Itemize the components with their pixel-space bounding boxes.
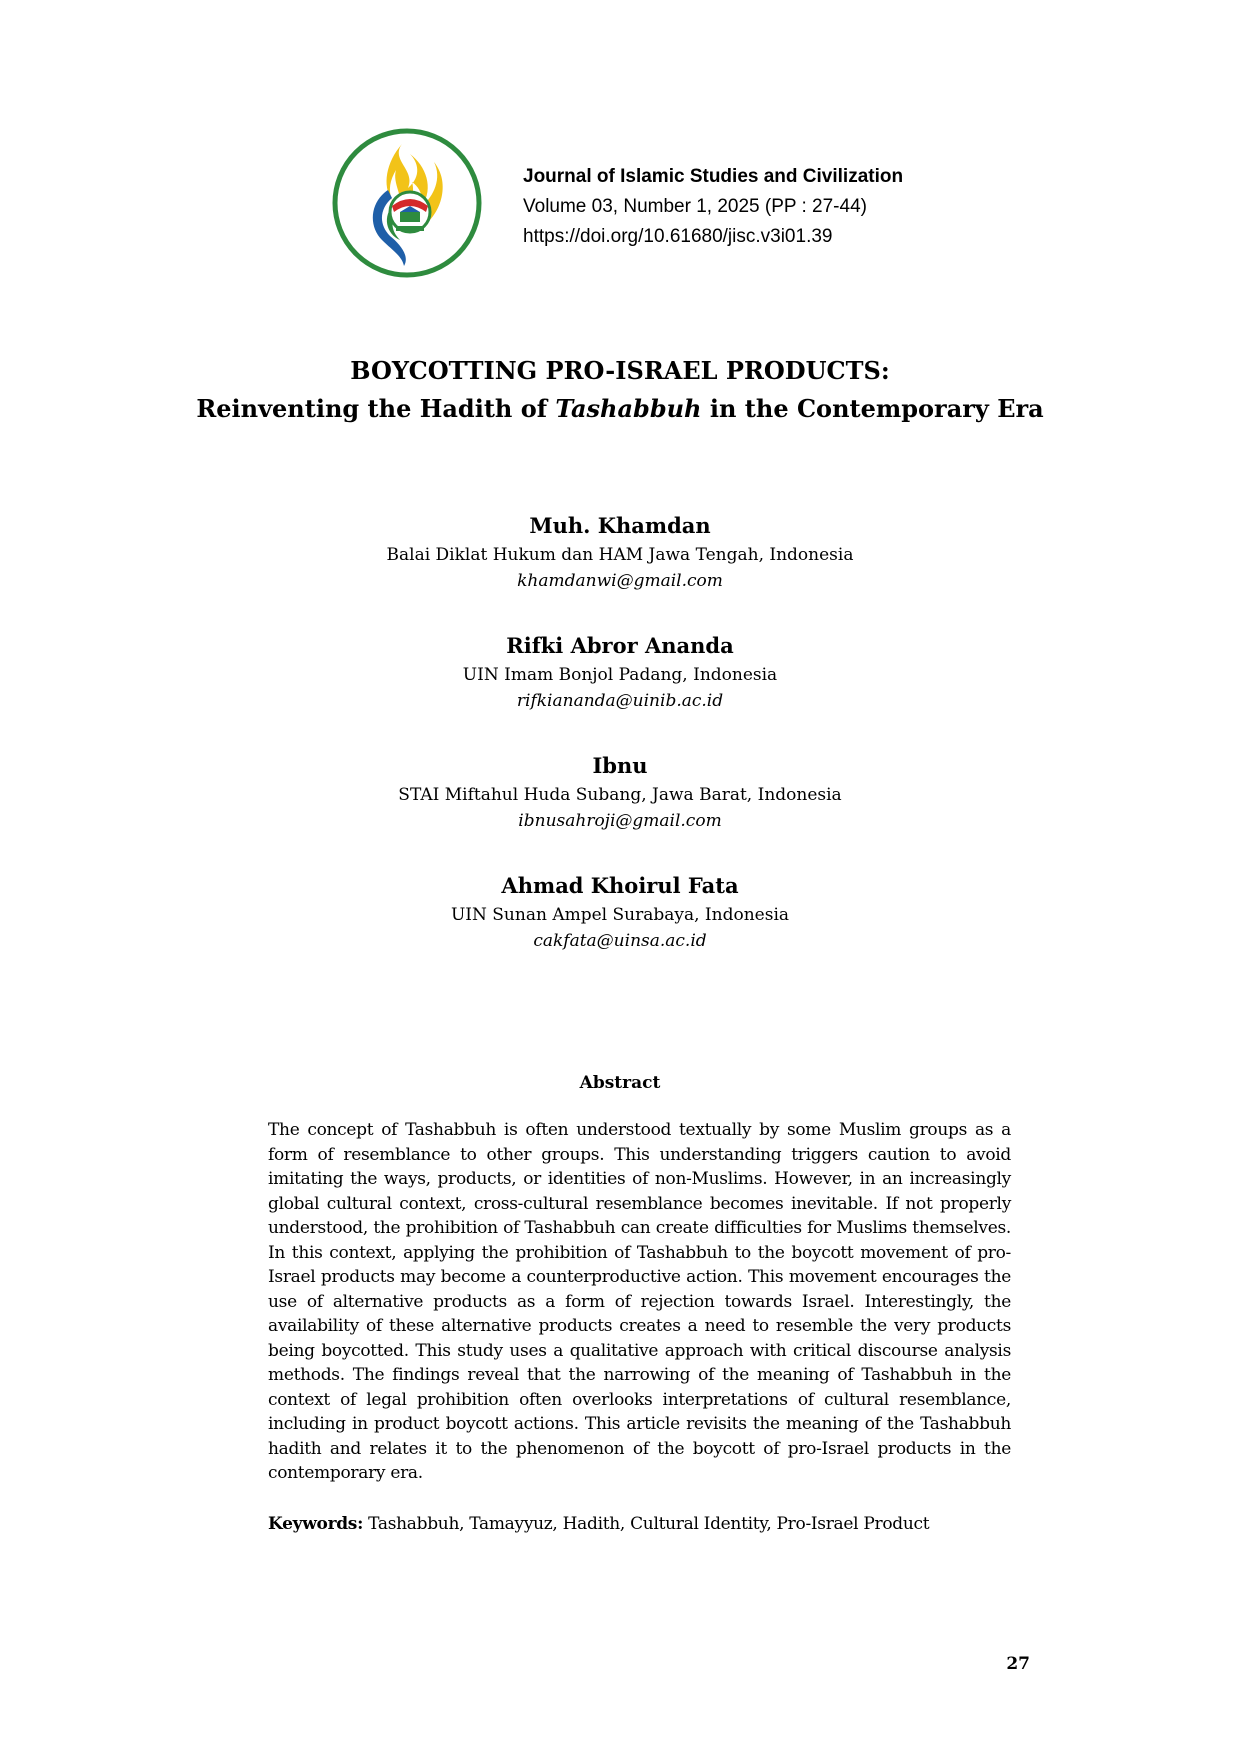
author-affiliation: Balai Diklat Hukum dan HAM Jawa Tengah, Indonesia [386,545,854,565]
article-title [100,352,1140,428]
title-line-2-start: Reinventing the Hadith of [196,394,556,423]
keywords [268,1512,1011,1536]
author-email[interactable]: khamdanwi@gmail.com [517,571,723,591]
journal-volume: Volume 03, Number 1, 2025 (PP : 27-44) [523,196,867,217]
author-affiliation: STAI Miftahul Huda Subang, Jawa Barat, Indonesia [398,785,842,805]
keywords-values: Tashabbuh, Tamayyuz, Hadith, Cultural Identity, Pro-Israel Product [368,1514,930,1534]
abstract-heading: Abstract [579,1073,661,1093]
title-italic-term: Tashabbuh [555,394,702,423]
author-name: Muh. Khamdan [529,513,711,538]
author-name: Ahmad Khoirul Fata [501,873,739,898]
author-name: Rifki Abror Ananda [506,633,734,658]
journal-name: Journal of Islamic Studies and Civilization [523,166,904,187]
author-block [200,870,1040,954]
journal-logo-emblem [330,126,484,280]
journal-header [330,126,930,286]
title-line-1: BOYCOTTING PRO-ISRAEL PRODUCTS: [350,356,890,385]
author-block [200,630,1040,714]
author-list [200,510,1040,990]
journal-doi[interactable]: https://doi.org/10.61680/jisc.v3i01.39 [523,226,833,247]
title-line-2 [100,390,1140,428]
author-email[interactable]: ibnusahroji@gmail.com [518,811,722,831]
keywords-label: Keywords: [268,1514,364,1534]
page-number: 27 [1006,1654,1030,1674]
author-affiliation: UIN Sunan Ampel Surabaya, Indonesia [450,905,790,925]
journal-info [523,162,903,252]
abstract-body: The concept of Tashabbuh is often understood textually by some Muslim groups as a form of resemblance to other groups. This understanding triggers caution to avoid imitating the ways, products, or identities of non-Muslims. However, in an increasingly global cultural context, cross-cultural resemblance becomes inevitable. If not properly understood, the prohibition of Tashabbuh can create difficulties for Muslims themselves. In this context, applying the prohibition of Tashabbuh to the boycott movement of pro-Israel products may become a counterproductive action. This movement encourages the use of alternative products as a form of rejection towards Israel. Interestingly, the availability of these alternative products creates a need to resemble the very products being boycotted. This study uses a qualitative approach with critical discourse analysis methods. The findings reveal that the narrowing of the meaning of Tashabbuh in the context of legal prohibition often overlooks interpretations of cultural resemblance, including in product boycott actions. This article revisits the meaning of the Tashabbuh hadith and relates it to the phenomenon of the boycott of pro-Israel products in the contemporary era. [268,1120,1011,1483]
author-block [200,510,1040,594]
author-affiliation: UIN Imam Bonjol Padang, Indonesia [462,665,778,685]
author-block [200,750,1040,834]
author-email[interactable]: rifkiananda@uinib.ac.id [516,691,724,711]
author-email[interactable]: cakfata@uinsa.ac.id [533,931,707,951]
title-line-2-end: in the Contemporary Era [701,394,1044,423]
author-name: Ibnu [592,753,648,778]
